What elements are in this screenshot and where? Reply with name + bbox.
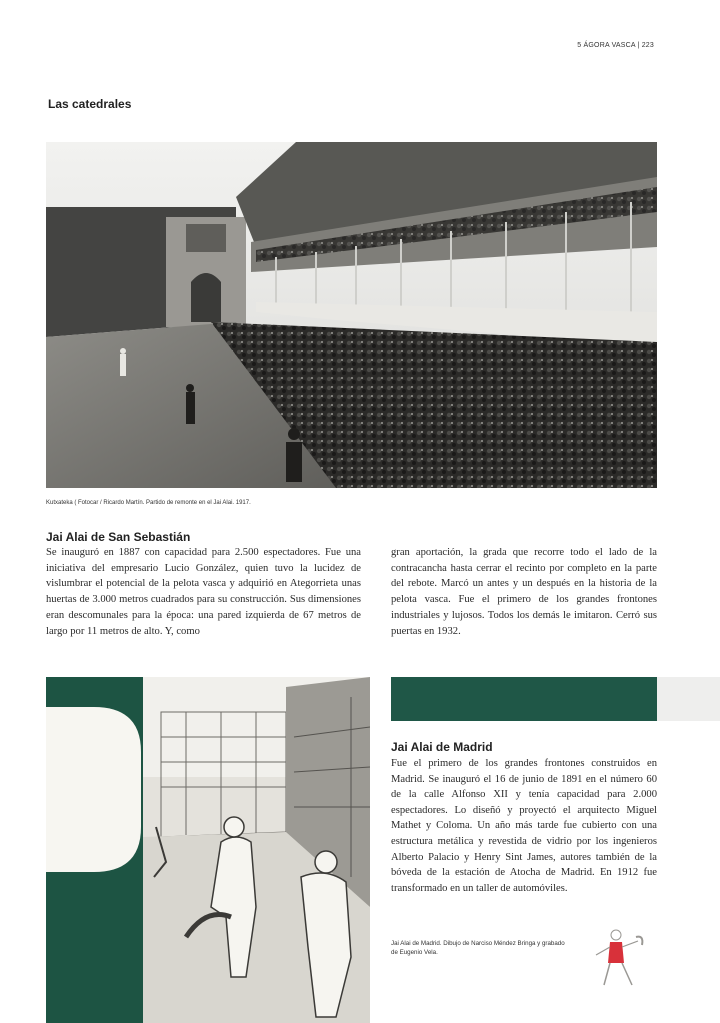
running-head: 5 ÁGORA VASCA | 223 (577, 42, 654, 49)
article-body-column-right: gran aportación, la grada que recorre todo el lado de la contracancha hasta cerrar el recinto por completo en la parte del rebote. Marcó un antes y un después en la historia de la pelota vasca. Fue el primero de los grandes frontones industriales y lujosos. Todos los demás le imitaron. Cerró sus puertas en 1932. (391, 547, 657, 637)
decorative-green-band (391, 677, 657, 721)
engraving-illustration (46, 677, 370, 1023)
pelotari-sketch-illustration (588, 925, 648, 995)
article-body-column-left: Se inauguró en 1887 con capacidad para 2.500 espectadores. Fue una iniciativa del empresario Lucio González, quien tuvo la lucidez de vislumbrar el potencial de la pelota vasca y adquirió en Ategorrieta unas huertas de 3.000 metros cuadrados para su construcción. Sus dimensiones eran descomunales para la época: una pared izquierda de 67 metros de largo por 11 metros de alto. Y, como (46, 547, 361, 637)
photo-caption: Kutxateka ( Fotocar / Ricardo Martín. Partido de remonte en el Jai Alai. 1917. (46, 500, 251, 506)
engraving-caption: Jai Alai de Madrid. Dibujo de Narciso Méndez Bringa y grabado de Eugenio Vela. (391, 940, 565, 956)
stadium-photo (46, 142, 657, 488)
section-title: Las catedrales (48, 97, 132, 111)
article-body-madrid: Fue el primero de los grandes frontones construidos en Madrid. Se inauguró el 16 de junio de 1891 en el número 60 de la calle Alfonso XII y tenía capacidad para 2.000 espectadores. Lo diseñó y proyectó el arquitecto Miguel Mathet y Coloma. Un año más tarde fue cubierto con una estructura metálica y revestida de vidrio por los ingenieros Alberto Palacio y Henry Sint James, autores también de la bóveda de la estación de Atocha de Madrid. En 1912 fue transformado en un taller de automóviles. (391, 758, 657, 894)
article-heading-madrid: Jai Alai de Madrid (391, 740, 493, 754)
decorative-grey-band (657, 677, 720, 721)
article-heading-san-sebastian: Jai Alai de San Sebastián (46, 530, 191, 544)
